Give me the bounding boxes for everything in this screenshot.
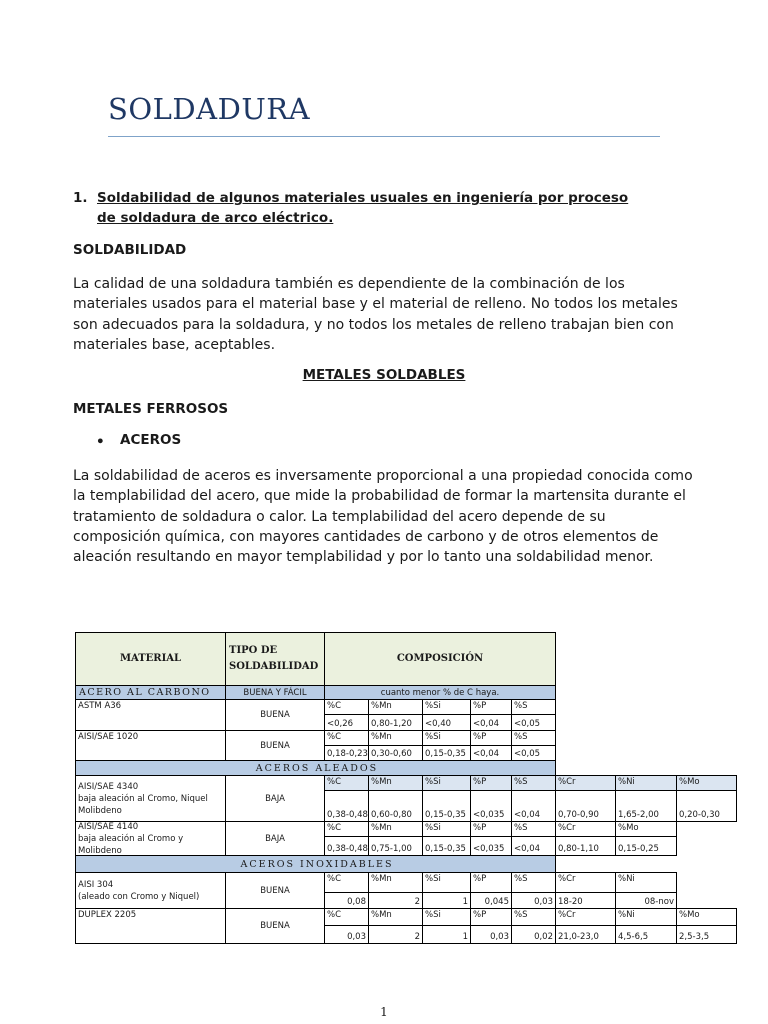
value-cell: 0,15-0,35	[422, 836, 471, 856]
value-cell: 08-nov	[615, 892, 677, 909]
symbol-cell: %S	[511, 699, 556, 715]
symbol-cell: %Si	[422, 775, 471, 791]
page-number: 1	[380, 1005, 388, 1019]
value-cell: <0,40	[422, 714, 471, 731]
value-cell: 0,045	[470, 892, 512, 909]
value-cell: 21,0-23,0	[555, 925, 616, 944]
value-cell: 0,70-0,90	[555, 790, 616, 822]
metales-ferrosos-label: METALES FERROSOS	[73, 401, 229, 417]
symbol-cell: %P	[470, 699, 512, 715]
value-cell: 18-20	[555, 892, 616, 909]
symbol-cell: %Mo	[676, 775, 737, 791]
value-cell: 0,15-0,35	[422, 745, 471, 761]
symbol-cell: %Mn	[368, 872, 423, 893]
value-cell: 2,5-3,5	[676, 925, 737, 944]
symbol-cell: %Ni	[615, 775, 677, 791]
material-desc: (aleado con Cromo y Niquel)	[78, 891, 200, 902]
section-heading-text: Soldabilidad de algunos materiales usuales en ingeniería por proceso de soldadura de arco eléctrico.	[97, 190, 629, 226]
symbol-cell: %Mn	[368, 821, 423, 837]
symbol-cell: %Ni	[615, 872, 677, 893]
symbol-cell: %S	[511, 730, 556, 746]
symbol-cell: %P	[470, 730, 512, 746]
section-heading	[73, 188, 633, 228]
value-cell: 0,08	[324, 892, 369, 909]
value-cell: 0,03	[511, 892, 556, 909]
value-cell: <0,05	[511, 745, 556, 761]
band-acero-carbono: ACERO AL CARBONO	[75, 685, 226, 700]
value-cell: 0,30-0,60	[368, 745, 423, 761]
symbol-cell: %C	[324, 872, 369, 893]
tipo-aisi-4140: BAJA	[225, 821, 325, 856]
symbol-cell: %Si	[422, 699, 471, 715]
value-cell: 2	[368, 925, 423, 944]
symbol-cell: %C	[324, 775, 369, 791]
value-cell: 2	[368, 892, 423, 909]
material-aisi-1020: AISI/SAE 1020	[75, 730, 226, 761]
symbol-cell: %C	[324, 730, 369, 746]
tipo-aisi-4340: BAJA	[225, 775, 325, 822]
band-aceros-aleados: ACEROS ALEADOS	[75, 760, 556, 776]
value-cell: <0,04	[511, 790, 556, 822]
symbol-cell: %C	[324, 821, 369, 837]
value-cell: <0,035	[470, 836, 512, 856]
title-underline	[108, 136, 660, 137]
tipo-duplex-2205: BUENA	[225, 908, 325, 944]
tipo-aisi-1020: BUENA	[225, 730, 325, 761]
material-aisi-304	[75, 872, 226, 909]
tipo-aisi-304: BUENA	[225, 872, 325, 909]
band-tipo-buena-facil: BUENA Y FÁCIL	[225, 685, 325, 700]
symbol-cell: %P	[470, 775, 512, 791]
symbol-cell: %Cr	[555, 908, 616, 926]
symbol-cell: %Si	[422, 821, 471, 837]
header-material: MATERIAL	[75, 632, 226, 686]
material-code: AISI/SAE 4340	[78, 781, 139, 792]
value-cell: 0,38-0,48	[324, 790, 369, 822]
value-cell: 0,38-0,48	[324, 836, 369, 856]
value-cell: 1,65-2,00	[615, 790, 677, 822]
paragraph-aceros: La soldabilidad de aceros es inversamente proporcional a una propiedad conocida como la templabilidad del acero, que mide la probabilidad de formar la martensita durante el tratamiento de soldadura o calor. La templabilidad del acero depende de su composición química, con mayores cantidades de carbono y de otros elementos de aleación resultando en mayor templabilidad y por lo tanto una soldabilidad menor.	[73, 468, 693, 566]
material-code: AISI 304	[78, 879, 114, 890]
symbol-cell: %Mn	[368, 908, 423, 926]
symbol-cell: %P	[470, 821, 512, 837]
material-duplex-2205: DUPLEX 2205	[75, 908, 226, 944]
value-cell: 0,75-1,00	[368, 836, 423, 856]
value-cell: <0,26	[324, 714, 369, 731]
value-cell: <0,035	[470, 790, 512, 822]
value-cell: 0,60-0,80	[368, 790, 423, 822]
value-cell: 0,15-0,35	[422, 790, 471, 822]
symbol-cell: %Cr	[555, 872, 616, 893]
material-code: AISI/SAE 4140	[78, 821, 139, 832]
symbol-cell: %Mo	[676, 908, 737, 926]
symbol-cell: %Mo	[615, 821, 677, 837]
symbol-cell: %S	[511, 872, 556, 893]
material-aisi-4340	[75, 775, 226, 822]
symbol-cell: %C	[324, 699, 369, 715]
value-cell: 1	[422, 925, 471, 944]
symbol-cell: %C	[324, 908, 369, 926]
value-cell: 0,15-0,25	[615, 836, 677, 856]
material-desc: baja aleación al Cromo y Molibdeno	[78, 833, 184, 856]
symbol-cell: %S	[511, 908, 556, 926]
symbol-cell: %Cr	[555, 775, 616, 791]
soldabilidad-label: SOLDABILIDAD	[73, 242, 187, 258]
value-cell: 0,03	[324, 925, 369, 944]
bullet-icon: •	[96, 434, 105, 450]
value-cell: 0,18-0,23	[324, 745, 369, 761]
value-cell: 0,02	[511, 925, 556, 944]
material-aisi-4140	[75, 821, 226, 856]
value-cell: <0,04	[511, 836, 556, 856]
band-carbono-note: cuanto menor % de C haya.	[324, 685, 556, 700]
value-cell: <0,04	[470, 714, 512, 731]
value-cell: <0,04	[470, 745, 512, 761]
tipo-astm-a36: BUENA	[225, 699, 325, 731]
value-cell: 4,5-6,5	[615, 925, 677, 944]
paragraph-soldabilidad: La calidad de una soldadura también es dependiente de la combinación de los materiales usados para el material base y el material de relleno. No todos los metales son adecuados para la soldadura, y no todos los metales de relleno trabajan bien con materiales base, aceptables.	[73, 276, 678, 353]
page-title: SOLDADURA	[108, 92, 311, 126]
symbol-cell: %S	[511, 821, 556, 837]
symbol-cell: %Si	[422, 872, 471, 893]
symbol-cell: %Ni	[615, 908, 677, 926]
symbol-cell: %Si	[422, 908, 471, 926]
aceros-label: ACEROS	[120, 432, 182, 448]
symbol-cell: %P	[470, 908, 512, 926]
symbol-cell: %S	[511, 775, 556, 791]
symbol-cell: %Mn	[368, 699, 423, 715]
symbol-cell: %Mn	[368, 730, 423, 746]
value-cell: 0,03	[470, 925, 512, 944]
value-cell: 0,80-1,20	[368, 714, 423, 731]
header-tipo: TIPO DE SOLDABILIDAD	[225, 632, 325, 686]
material-desc: baja aleación al Cromo, Niquel Molibdeno	[78, 793, 208, 816]
value-cell: 1	[422, 892, 471, 909]
value-cell: <0,05	[511, 714, 556, 731]
section-number: 1.	[73, 190, 88, 206]
value-cell: 0,20-0,30	[676, 790, 737, 822]
metales-soldables-heading: METALES SOLDABLES	[302, 367, 466, 383]
value-cell: 0,80-1,10	[555, 836, 616, 856]
symbol-cell: %P	[470, 872, 512, 893]
symbol-cell: %Cr	[555, 821, 616, 837]
band-aceros-inoxidables: ACEROS INOXIDABLES	[75, 855, 556, 873]
symbol-cell: %Si	[422, 730, 471, 746]
material-astm-a36: ASTM A36	[75, 699, 226, 731]
header-composicion: COMPOSICIÓN	[324, 632, 556, 686]
symbol-cell: %Mn	[368, 775, 423, 791]
